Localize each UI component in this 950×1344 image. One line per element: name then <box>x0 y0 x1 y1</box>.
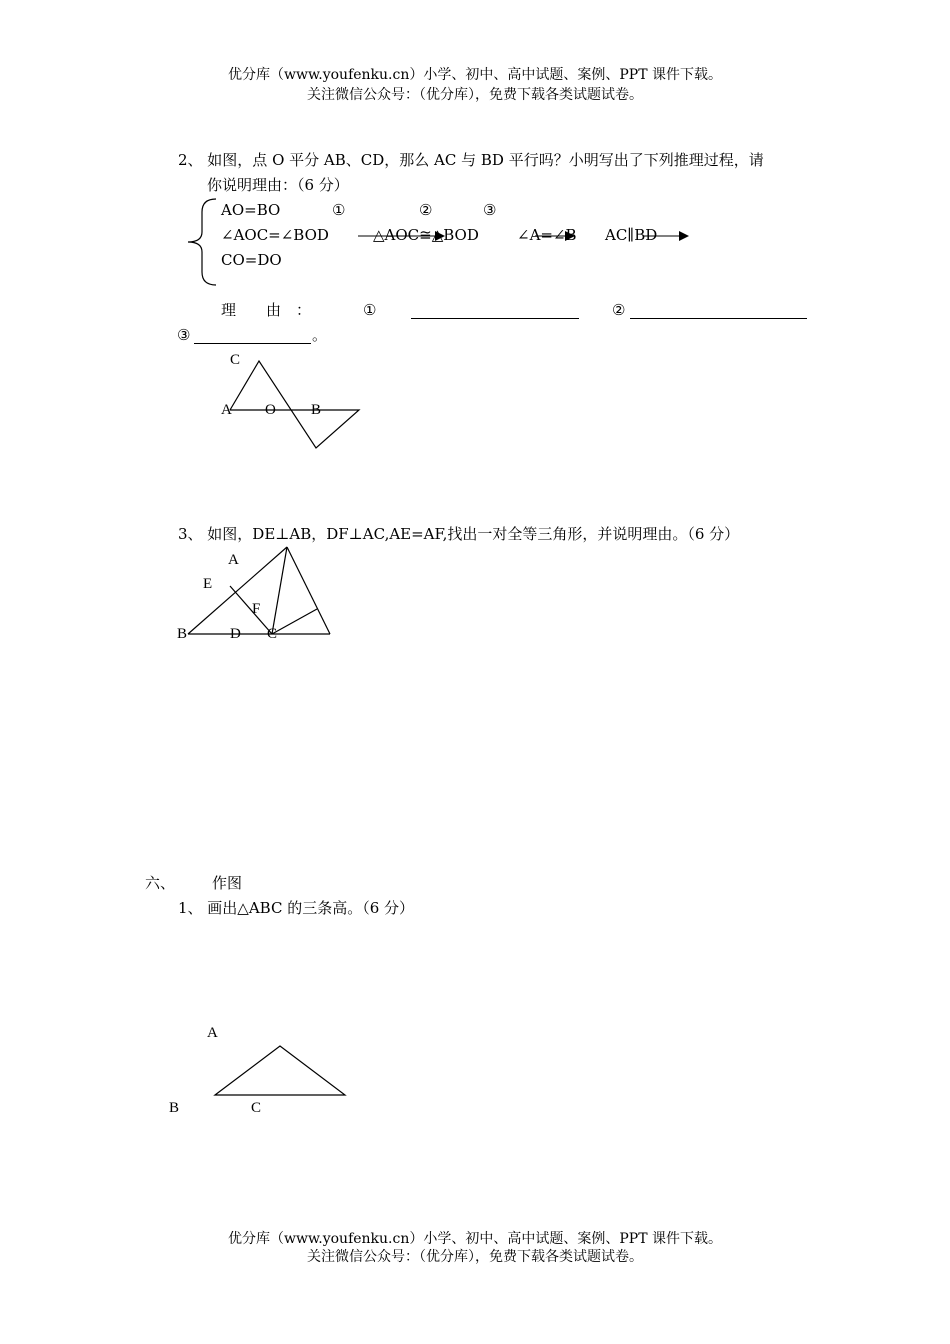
q2-label-A: A <box>221 402 232 418</box>
footer-line-1: 优分库（www.youfenku.cn）小学、初中、高中试题、案例、PPT 课件下载。 <box>227 1231 722 1247</box>
q2-blank-3[interactable] <box>194 329 311 344</box>
q2-label-C: C <box>230 352 241 368</box>
q2-reason-label: 理 由 ： <box>221 301 312 319</box>
q2-blank-mark-1: ① <box>363 301 377 319</box>
q2-text-line-1: 2、 如图，点 O 平分 AB、CD，那么 AC 与 BD 平行吗？小明写出了下列推理过程，请 <box>178 151 764 169</box>
q2-condition-1: AO=BO <box>221 201 281 219</box>
header-line-2: 关注微信公众号：（优分库），免费下载各类试题试卷。 <box>307 87 643 103</box>
q2-blank-mark-3: ③ <box>177 326 191 344</box>
q3-label-C: C <box>267 626 278 642</box>
section-6-figure <box>210 1040 350 1100</box>
q2-label-O: O <box>265 402 276 418</box>
q3-label-B: B <box>177 626 188 642</box>
q2-step-2: ∠A=∠B <box>517 226 577 244</box>
section-6-label-A: A <box>207 1025 218 1041</box>
header-line-1: 优分库（www.youfenku.cn）小学、初中、高中试题、案例、PPT 课件下载。 <box>227 67 722 83</box>
section-6-label-B: B <box>169 1100 180 1116</box>
q2-period: 。 <box>312 326 328 344</box>
brace-icon <box>180 196 220 288</box>
q2-step-mark-3: ③ <box>483 201 497 219</box>
q2-blank-1[interactable] <box>411 304 579 319</box>
q3-label-F: F <box>252 601 261 617</box>
q2-step-3: AC∥BD <box>605 226 658 244</box>
q2-condition-2: ∠AOC=∠BOD <box>221 226 329 244</box>
q3-label-E: E <box>203 576 213 592</box>
section-6-q1-text: 1、 画出△ABC 的三条高。（6 分） <box>178 899 415 917</box>
q2-step-1: △AOC≅△BOD <box>373 226 479 244</box>
q2-blank-2[interactable] <box>630 304 807 319</box>
q2-step-mark-2: ② <box>419 201 433 219</box>
q3-label-A: A <box>228 552 239 568</box>
section-6-label-C: C <box>251 1100 262 1116</box>
q2-text-line-2: 你说明理由：（6 分） <box>207 176 349 194</box>
q2-step-mark-1: ① <box>332 201 346 219</box>
q3-text: 3、 如图，DE⊥AB，DF⊥AC,AE=AF,找出一对全等三角形，并说明理由。（6 分） <box>178 525 740 543</box>
section-6-number: 六、 <box>145 874 176 892</box>
section-6-title: 作图 <box>212 874 243 892</box>
q3-label-D: D <box>230 626 241 642</box>
q2-blank-mark-2: ② <box>612 301 626 319</box>
footer-line-2: 关注微信公众号：（优分库），免费下载各类试题试卷。 <box>307 1249 643 1265</box>
q2-figure <box>220 352 370 455</box>
q2-label-B: B <box>311 402 322 418</box>
q2-condition-3: CO=DO <box>221 251 282 269</box>
